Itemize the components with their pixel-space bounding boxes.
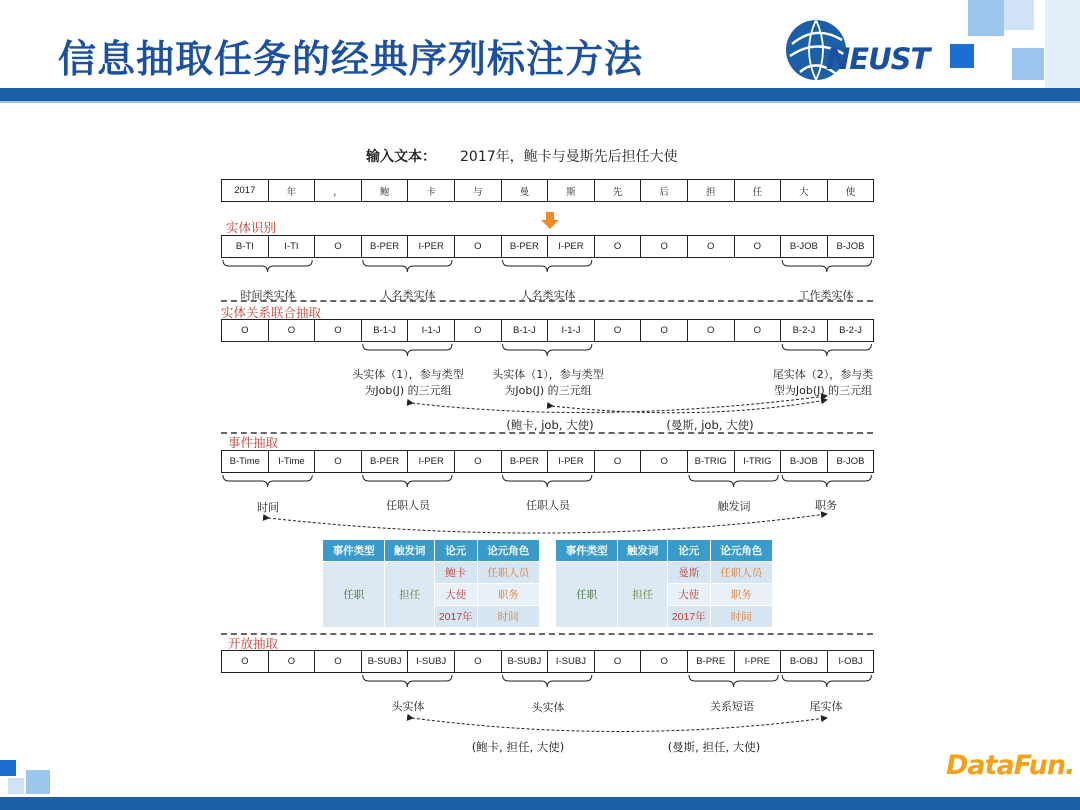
tag-cell: I-SUBJ bbox=[408, 651, 455, 672]
role-cell: 任职人员 bbox=[710, 562, 772, 584]
section-divider bbox=[221, 432, 873, 434]
group-label: 头实体 bbox=[531, 701, 565, 714]
brace bbox=[363, 475, 452, 487]
openie-tag-row bbox=[221, 650, 874, 673]
tag-cell: I-PER bbox=[548, 236, 595, 257]
tag-cell: B-2-J bbox=[781, 320, 828, 341]
header-rule-thin bbox=[0, 101, 1080, 103]
role-cell: 职务 bbox=[477, 584, 539, 606]
tag-cell: B-PER bbox=[502, 451, 549, 472]
tag-cell: O bbox=[222, 651, 269, 672]
token-cell: 大 bbox=[781, 180, 828, 201]
tag-cell: O bbox=[595, 651, 642, 672]
section-divider bbox=[221, 300, 873, 302]
relation-arc bbox=[552, 400, 826, 413]
group-label: 时间类实体 bbox=[240, 289, 296, 302]
event-type-cell: 任职 bbox=[323, 562, 385, 628]
brace bbox=[689, 675, 778, 687]
tag-cell: O bbox=[688, 236, 735, 257]
group-label-line: 尾实体（2），参与类 bbox=[772, 368, 874, 381]
deco-square bbox=[1004, 0, 1034, 30]
tag-cell: O bbox=[641, 236, 688, 257]
table-header: 论元 bbox=[434, 540, 477, 562]
brace bbox=[782, 475, 871, 487]
group-label: 任职人员 bbox=[386, 499, 430, 512]
role-cell: 职务 bbox=[710, 584, 772, 606]
role-cell: 任职人员 bbox=[477, 562, 539, 584]
section-label-event: 事件抽取 bbox=[228, 435, 279, 450]
triple-label: (鲍卡, 担任, 大使) bbox=[471, 740, 565, 754]
tag-cell: O bbox=[269, 320, 316, 341]
group-label: 任职人员 bbox=[526, 499, 570, 512]
deco-square bbox=[8, 778, 24, 794]
group-label: 时间 bbox=[257, 501, 279, 514]
tag-cell: B-2-J bbox=[828, 320, 875, 341]
triple-label: (鲍卡, job, 大使) bbox=[506, 418, 594, 432]
table-header: 事件类型 bbox=[323, 540, 385, 562]
table-header: 论元 bbox=[667, 540, 710, 562]
tag-cell: O bbox=[315, 651, 362, 672]
event-type-cell: 任职 bbox=[556, 562, 618, 628]
token-cell: 与 bbox=[455, 180, 502, 201]
tag-cell: I-Time bbox=[269, 451, 316, 472]
token-cell: 卡 bbox=[408, 180, 455, 201]
section-label-ner: 实体识别 bbox=[226, 220, 277, 235]
tag-cell: O bbox=[595, 320, 642, 341]
tag-cell: B-SUBJ bbox=[502, 651, 549, 672]
datafun-logo: DataFun. bbox=[946, 750, 1075, 781]
tag-cell: B-TI bbox=[222, 236, 269, 257]
brace bbox=[363, 260, 452, 272]
group-label-line: 为Job(J) 的三元组 bbox=[364, 384, 452, 397]
table-header: 事件类型 bbox=[556, 540, 618, 562]
tag-cell: O bbox=[222, 320, 269, 341]
group-label: 人名类实体 bbox=[380, 289, 436, 302]
token-cell: ， bbox=[315, 180, 362, 201]
tag-cell: B-OBJ bbox=[781, 651, 828, 672]
tag-cell: O bbox=[455, 320, 502, 341]
token-cell: 2017 bbox=[222, 180, 269, 201]
header-rule bbox=[0, 88, 1080, 101]
group-label: 工作类实体 bbox=[798, 289, 854, 302]
tag-cell: B-TRIG bbox=[688, 451, 735, 472]
tag-cell: O bbox=[641, 320, 688, 341]
tag-cell: B-1-J bbox=[502, 320, 549, 341]
tag-cell: I-TI bbox=[269, 236, 316, 257]
role-cell: 时间 bbox=[710, 606, 772, 628]
brace bbox=[223, 475, 312, 487]
brace bbox=[689, 475, 778, 487]
token-cell: 任 bbox=[735, 180, 782, 201]
tag-cell: O bbox=[641, 451, 688, 472]
tag-cell: I-TRIG bbox=[735, 451, 782, 472]
token-cell: 先 bbox=[595, 180, 642, 201]
down-arrow-icon bbox=[541, 212, 559, 234]
tag-cell: I-PER bbox=[548, 451, 595, 472]
brace bbox=[782, 344, 871, 356]
group-label: 头实体 bbox=[391, 700, 425, 713]
relation-arc bbox=[412, 396, 826, 412]
brace bbox=[223, 260, 312, 272]
brace bbox=[782, 675, 871, 687]
input-sentence: 2017年，鲍卡与曼斯先后担任大使 bbox=[460, 149, 678, 165]
event-table bbox=[322, 539, 540, 628]
group-label: 职务 bbox=[815, 499, 837, 512]
token-cell: 鲍 bbox=[362, 180, 409, 201]
tag-cell: I-1-J bbox=[408, 320, 455, 341]
tag-cell: B-JOB bbox=[781, 236, 828, 257]
tag-cell: I-PER bbox=[408, 451, 455, 472]
group-label: 尾实体 bbox=[809, 700, 843, 713]
tag-cell: O bbox=[269, 651, 316, 672]
tag-cell: O bbox=[735, 320, 782, 341]
deco-square bbox=[968, 0, 1004, 36]
trigger-cell: 担任 bbox=[618, 562, 668, 628]
group-label bbox=[773, 367, 874, 399]
group-label-line: 头实体（1），参与类型 bbox=[492, 368, 604, 381]
token-cell: 担 bbox=[688, 180, 735, 201]
tag-cell: O bbox=[688, 320, 735, 341]
argument-cell: 鲍卡 bbox=[434, 562, 477, 584]
deco-square bbox=[950, 44, 974, 68]
tag-cell: I-PER bbox=[408, 236, 455, 257]
brace bbox=[503, 475, 592, 487]
triple-label: (曼斯, job, 大使) bbox=[666, 418, 754, 432]
role-cell: 时间 bbox=[477, 606, 539, 628]
logo-text: NEUST bbox=[826, 42, 930, 76]
table-header: 触发词 bbox=[385, 540, 435, 562]
group-label-line: 头实体（1），参与类型 bbox=[352, 368, 464, 381]
event-tag-row bbox=[221, 450, 874, 473]
event-arc bbox=[268, 514, 826, 533]
neust-logo bbox=[786, 14, 936, 84]
tag-cell: B-PER bbox=[502, 236, 549, 257]
footer-rule bbox=[0, 797, 1080, 810]
input-label: 输入文本： bbox=[366, 149, 436, 165]
brace bbox=[503, 675, 592, 687]
tag-cell: I-PRE bbox=[735, 651, 782, 672]
table-header: 论元角色 bbox=[710, 540, 772, 562]
group-label bbox=[492, 367, 604, 399]
tag-cell: O bbox=[595, 451, 642, 472]
group-label: 关系短语 bbox=[710, 700, 754, 713]
relation-tag-row bbox=[221, 319, 874, 342]
brace bbox=[363, 675, 452, 687]
tag-cell: O bbox=[735, 236, 782, 257]
deco-square bbox=[1012, 48, 1044, 80]
token-row bbox=[221, 179, 874, 202]
trigger-cell: 担任 bbox=[385, 562, 435, 628]
tag-cell: O bbox=[315, 320, 362, 341]
tag-cell: O bbox=[455, 236, 502, 257]
token-cell: 曼 bbox=[502, 180, 549, 201]
deco-square bbox=[1045, 0, 1080, 88]
tag-cell: B-JOB bbox=[828, 451, 875, 472]
tag-cell: B-1-J bbox=[362, 320, 409, 341]
argument-cell: 大使 bbox=[434, 584, 477, 606]
tag-cell: B-PRE bbox=[688, 651, 735, 672]
group-label: 触发词 bbox=[717, 500, 751, 513]
brace bbox=[363, 344, 452, 356]
ner-tag-row bbox=[221, 235, 874, 258]
group-label bbox=[352, 367, 464, 399]
argument-cell: 曼斯 bbox=[667, 562, 710, 584]
section-label-relation: 实体关系联合抽取 bbox=[221, 305, 322, 320]
group-label: 人名类实体 bbox=[520, 289, 576, 302]
tag-cell: O bbox=[641, 651, 688, 672]
brace bbox=[503, 260, 592, 272]
triple-label: (曼斯, 担任, 大使) bbox=[667, 740, 761, 754]
section-label-openie: 开放抽取 bbox=[228, 636, 279, 651]
tag-cell: B-PER bbox=[362, 236, 409, 257]
table-header: 触发词 bbox=[618, 540, 668, 562]
token-cell: 后 bbox=[641, 180, 688, 201]
tag-cell: O bbox=[315, 451, 362, 472]
section-divider bbox=[221, 633, 873, 635]
brace bbox=[503, 344, 592, 356]
tag-cell: O bbox=[455, 651, 502, 672]
token-cell: 年 bbox=[269, 180, 316, 201]
tag-cell: I-SUBJ bbox=[548, 651, 595, 672]
argument-cell: 大使 bbox=[667, 584, 710, 606]
deco-square bbox=[26, 770, 50, 794]
page-title: 信息抽取任务的经典序列标注方法 bbox=[58, 37, 644, 81]
tag-cell: O bbox=[595, 236, 642, 257]
table-header: 论元角色 bbox=[477, 540, 539, 562]
tag-cell: O bbox=[455, 451, 502, 472]
token-cell: 使 bbox=[828, 180, 875, 201]
tag-cell: I-OBJ bbox=[828, 651, 875, 672]
argument-cell: 2017年 bbox=[667, 606, 710, 628]
tag-cell: B-SUBJ bbox=[362, 651, 409, 672]
tag-cell: B-Time bbox=[222, 451, 269, 472]
event-table bbox=[555, 539, 773, 628]
group-label-line: 为Job(J) 的三元组 bbox=[504, 384, 592, 397]
openie-arc bbox=[412, 718, 826, 732]
tag-cell: B-PER bbox=[362, 451, 409, 472]
tag-cell: B-JOB bbox=[781, 451, 828, 472]
tag-cell: B-JOB bbox=[828, 236, 875, 257]
tag-cell: O bbox=[315, 236, 362, 257]
token-cell: 斯 bbox=[548, 180, 595, 201]
group-label-line: 型为Job(J) 的三元组 bbox=[773, 384, 873, 397]
argument-cell: 2017年 bbox=[434, 606, 477, 628]
brace bbox=[782, 260, 871, 272]
tag-cell: I-1-J bbox=[548, 320, 595, 341]
deco-square bbox=[0, 760, 16, 776]
input-text-line bbox=[366, 146, 678, 166]
